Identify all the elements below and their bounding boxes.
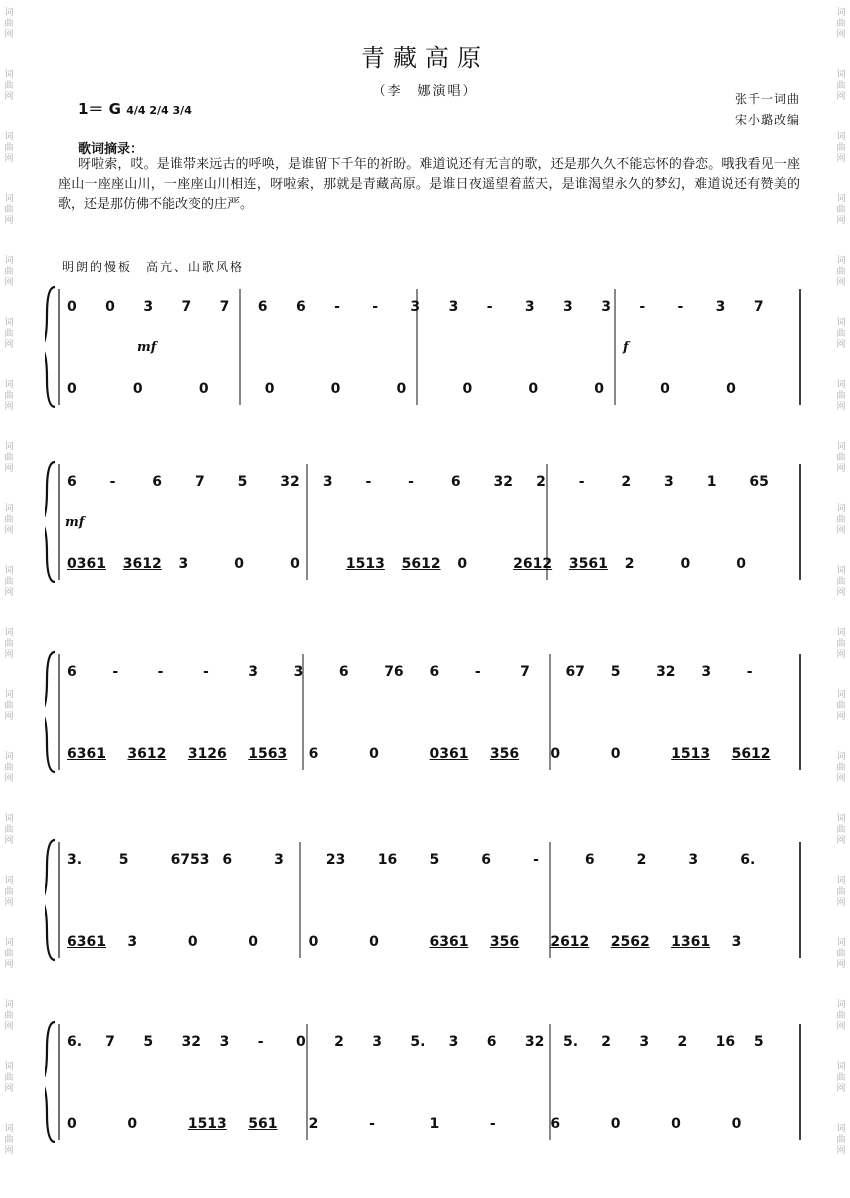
watermark-glyph: 词 曲 网 <box>836 256 846 288</box>
lower-note: 1563 <box>248 746 288 762</box>
upper-note: 6 <box>295 299 306 315</box>
upper-note: 2 <box>677 1034 688 1050</box>
watermark-glyph: 词 曲 网 <box>836 70 846 102</box>
upper-note: 6 <box>67 474 77 490</box>
upper-note: 2 <box>601 1034 611 1050</box>
upper-note: 6 <box>152 474 163 490</box>
lower-note: 0 <box>198 381 209 397</box>
upper-note: 7 <box>181 299 192 315</box>
upper-note: 5 <box>429 852 440 868</box>
lower-note: 2 <box>624 556 635 572</box>
upper-note: - <box>257 1034 264 1050</box>
lower-note: - <box>369 1116 375 1132</box>
tempo-marking: 明朗的慢板 高亢、山歌风格 <box>62 260 245 274</box>
lower-note: 0361 <box>67 556 106 572</box>
watermark-glyph: 词 曲 网 <box>836 194 846 226</box>
watermark-glyph: 词 曲 网 <box>836 752 846 784</box>
upper-note: 7 <box>219 299 230 315</box>
lower-note: 0 <box>264 381 275 397</box>
brace <box>45 840 55 960</box>
upper-note: 3 <box>715 299 726 315</box>
watermark-right <box>832 0 850 1198</box>
lower-note: 0 <box>671 1116 681 1132</box>
upper-note: 3 <box>563 299 573 315</box>
upper-note: 2 <box>636 852 647 868</box>
upper-note: 3 <box>410 299 421 315</box>
watermark-glyph: 词 曲 网 <box>4 690 14 722</box>
upper-note: 3 <box>448 1034 459 1050</box>
lower-note: 6 <box>308 746 319 762</box>
upper-note: 3. <box>67 852 83 868</box>
upper-note: - <box>639 299 646 315</box>
lyrics-text: 呀啦索，哎。是谁带来远古的呼唤，是谁留下千年的祈盼。难道说还有无言的歌，还是那久久不能忘怀的眷恋。哦我看见一座座山一座座山川，一座座山川相连，呀啦索，那就是青藏高原。是谁日夜遥望着蓝天，是谁渴望永久的梦幻，难道说还有赞美的歌，还是那仿佛不能改变的庄严。 <box>58 157 800 212</box>
upper-note: 0 <box>67 299 77 315</box>
lower-note: 0 <box>396 381 407 397</box>
watermark-glyph: 词 曲 网 <box>4 380 14 412</box>
brace <box>45 1022 55 1142</box>
upper-note: 3 <box>372 1034 382 1050</box>
watermark-glyph: 词 曲 网 <box>4 752 14 784</box>
upper-note: 16 <box>715 1034 736 1050</box>
watermark-glyph: 词 曲 网 <box>4 566 14 598</box>
lower-note: 1513 <box>345 556 385 572</box>
watermark-glyph: 词 曲 网 <box>836 1124 846 1156</box>
watermark-glyph: 词 曲 网 <box>836 938 846 970</box>
upper-note: 32 <box>181 1034 201 1050</box>
lower-note: 0 <box>457 556 468 572</box>
watermark-glyph: 词 曲 网 <box>836 876 846 908</box>
lower-note: 3612 <box>122 556 162 572</box>
lower-note: 0 <box>187 934 198 950</box>
lower-note: 0 <box>660 381 670 397</box>
watermark-glyph: 词 曲 网 <box>4 70 14 102</box>
watermark-glyph: 词 曲 网 <box>836 1062 846 1094</box>
dynamic-marking: mf <box>65 515 85 530</box>
upper-note: 6 <box>584 852 595 868</box>
lower-note: 0361 <box>429 746 469 762</box>
upper-note: 7 <box>194 474 205 490</box>
upper-note: 5 <box>118 852 129 868</box>
lower-note: 0 <box>234 556 245 572</box>
lower-note: 3612 <box>127 746 167 762</box>
upper-note: 6 <box>429 664 440 680</box>
upper-note: 67 <box>565 664 585 680</box>
lower-note: 0 <box>726 381 736 397</box>
upper-note: 2 <box>621 474 632 490</box>
upper-note: - <box>334 299 340 315</box>
watermark-glyph: 词 曲 网 <box>836 318 846 350</box>
lower-note: - <box>489 1116 496 1132</box>
upper-note: - <box>157 664 164 680</box>
brace <box>45 652 55 772</box>
upper-note: 6 <box>222 852 233 868</box>
upper-note: 5. <box>563 1034 579 1050</box>
lower-note: 0 <box>736 556 746 572</box>
lower-note: 0 <box>550 746 561 762</box>
upper-note: 0 <box>295 1034 306 1050</box>
lyrics-heading: 歌词摘录： <box>78 142 144 157</box>
lower-note: 0 <box>127 1116 138 1132</box>
lower-note: 5612 <box>731 746 771 762</box>
lower-note: 0 <box>67 381 77 397</box>
upper-note: 32 <box>280 474 300 490</box>
watermark-glyph: 词 曲 网 <box>4 938 14 970</box>
lower-note: 3 <box>731 934 742 950</box>
upper-note: 3 <box>274 852 284 868</box>
upper-note: 6. <box>67 1034 83 1050</box>
upper-note: 5 <box>753 1034 764 1050</box>
lower-note: 0 <box>594 381 605 397</box>
dynamic-marking: f <box>623 340 629 355</box>
music-system <box>45 650 805 775</box>
upper-note: 65 <box>749 474 769 490</box>
lower-note: 2612 <box>513 556 553 572</box>
watermark-glyph: 词 曲 网 <box>836 380 846 412</box>
lower-note: 2562 <box>610 934 650 950</box>
lower-note: 0 <box>610 1116 621 1132</box>
watermark-glyph: 词 曲 网 <box>836 1000 846 1032</box>
upper-note: 3 <box>322 474 333 490</box>
upper-note: 3 <box>293 664 304 680</box>
upper-note: 3 <box>701 664 712 680</box>
lower-note: 6 <box>550 1116 561 1132</box>
upper-note: 5 <box>143 1034 154 1050</box>
lower-note: 0 <box>290 556 300 572</box>
watermark-glyph: 词 曲 网 <box>836 566 846 598</box>
brace <box>45 462 55 582</box>
upper-note: 23 <box>325 852 346 868</box>
upper-note: 2 <box>334 1034 344 1050</box>
brace <box>45 287 55 407</box>
watermark-glyph: 词 曲 网 <box>4 132 14 164</box>
upper-note: 32 <box>493 474 513 490</box>
upper-note: 6 <box>257 299 268 315</box>
upper-note: 6. <box>740 852 756 868</box>
upper-note: - <box>365 474 372 490</box>
watermark-glyph: 词 曲 网 <box>4 876 14 908</box>
key-signature: 1＝ G 4/4 2/4 3/4 <box>78 100 192 118</box>
upper-note: - <box>474 664 481 680</box>
dynamic-marking: mf <box>137 340 157 355</box>
upper-note: 3 <box>524 299 535 315</box>
page-title: 青藏高原 <box>361 44 489 72</box>
watermark-glyph: 词 曲 网 <box>4 442 14 474</box>
watermark-glyph: 词 曲 网 <box>836 814 846 846</box>
upper-note: - <box>677 299 684 315</box>
upper-note: 3 <box>601 299 611 315</box>
upper-note: - <box>578 474 585 490</box>
watermark-glyph: 词 曲 网 <box>4 194 14 226</box>
upper-note: 5 <box>237 474 248 490</box>
music-system <box>45 285 805 410</box>
watermark-glyph: 词 曲 网 <box>836 442 846 474</box>
lower-note: 0 <box>731 1116 742 1132</box>
watermark-glyph: 词 曲 网 <box>836 690 846 722</box>
upper-note: - <box>746 664 753 680</box>
lower-note: 0 <box>67 1116 77 1132</box>
lower-note: 0 <box>308 934 319 950</box>
upper-note: 5. <box>410 1034 426 1050</box>
lower-note: 0 <box>610 746 621 762</box>
music-system <box>45 460 805 585</box>
lower-note: 0 <box>248 934 258 950</box>
upper-note: 76 <box>384 664 404 680</box>
watermark-glyph: 词 曲 网 <box>4 256 14 288</box>
lower-note: 3 <box>178 556 189 572</box>
upper-note: - <box>112 664 119 680</box>
lower-note: 1513 <box>187 1116 227 1132</box>
upper-note: 32 <box>656 664 676 680</box>
time-signatures: 4/4 2/4 3/4 <box>126 104 192 117</box>
performer-line: （李 娜演唱） <box>372 84 478 99</box>
watermark-glyph: 词 曲 网 <box>836 132 846 164</box>
watermark-left <box>0 0 18 1198</box>
lower-note: 356 <box>489 934 520 950</box>
lower-note: 356 <box>489 746 520 762</box>
upper-note: 3 <box>688 852 699 868</box>
lower-note: 1 <box>429 1116 440 1132</box>
lower-note: 0 <box>369 934 379 950</box>
upper-note: 3 <box>219 1034 230 1050</box>
upper-note: 7 <box>753 299 764 315</box>
upper-note: 6 <box>67 664 77 680</box>
upper-note: - <box>109 474 116 490</box>
lower-note: 0 <box>369 746 379 762</box>
watermark-glyph: 词 曲 网 <box>836 504 846 536</box>
upper-note: 6 <box>450 474 461 490</box>
upper-note: 6753 <box>170 852 210 868</box>
credit-lyricist: 张千一词曲 <box>734 92 800 106</box>
lower-note: 3561 <box>568 556 608 572</box>
lower-note: 6361 <box>67 934 106 950</box>
watermark-glyph: 词 曲 网 <box>4 1062 14 1094</box>
upper-note: 3 <box>639 1034 650 1050</box>
lower-note: 1513 <box>671 746 711 762</box>
watermark-glyph: 词 曲 网 <box>4 318 14 350</box>
upper-note: - <box>486 299 493 315</box>
lower-note: 3 <box>127 934 138 950</box>
watermark-glyph: 词 曲 网 <box>4 628 14 660</box>
upper-note: 6 <box>481 852 492 868</box>
lower-note: 0 <box>528 381 539 397</box>
watermark-glyph: 词 曲 网 <box>4 1124 14 1156</box>
lower-note: 5612 <box>401 556 441 572</box>
watermark-glyph: 词 曲 网 <box>836 628 846 660</box>
lower-note: 2 <box>308 1116 319 1132</box>
upper-note: 6 <box>486 1034 497 1050</box>
upper-note: 0 <box>105 299 115 315</box>
watermark-glyph: 词 曲 网 <box>836 8 846 40</box>
credit-arranger: 宋小璐改编 <box>734 113 800 127</box>
upper-note: - <box>533 852 539 868</box>
upper-note: 2 <box>536 474 546 490</box>
lower-note: 0 <box>330 381 341 397</box>
watermark-glyph: 词 曲 网 <box>4 8 14 40</box>
lower-note: 561 <box>248 1116 278 1132</box>
lower-note: 1361 <box>671 934 711 950</box>
upper-note: 6 <box>338 664 349 680</box>
upper-note: - <box>202 664 209 680</box>
upper-note: 3 <box>448 299 459 315</box>
upper-note: 5 <box>610 664 621 680</box>
lower-note: 0 <box>680 556 691 572</box>
upper-note: 3 <box>664 474 674 490</box>
system-brace-and-lines <box>45 285 805 410</box>
upper-note: 7 <box>520 664 530 680</box>
lower-note: 2612 <box>550 934 590 950</box>
lower-note: 0 <box>132 381 143 397</box>
upper-note: 16 <box>377 852 398 868</box>
upper-note: 32 <box>524 1034 545 1050</box>
upper-note: 3 <box>143 299 154 315</box>
watermark-glyph: 词 曲 网 <box>4 814 14 846</box>
upper-note: 1 <box>706 474 717 490</box>
lower-note: 3126 <box>187 746 227 762</box>
lower-note: 0 <box>462 381 473 397</box>
lower-note: 6361 <box>429 934 469 950</box>
music-system <box>45 838 805 963</box>
watermark-glyph: 词 曲 网 <box>4 504 14 536</box>
lower-note: 6361 <box>67 746 106 762</box>
music-system <box>45 1020 805 1145</box>
upper-note: - <box>408 474 414 490</box>
upper-note: 7 <box>105 1034 115 1050</box>
watermark-glyph: 词 曲 网 <box>4 1000 14 1032</box>
upper-note: - <box>372 299 379 315</box>
upper-note: 3 <box>248 664 258 680</box>
